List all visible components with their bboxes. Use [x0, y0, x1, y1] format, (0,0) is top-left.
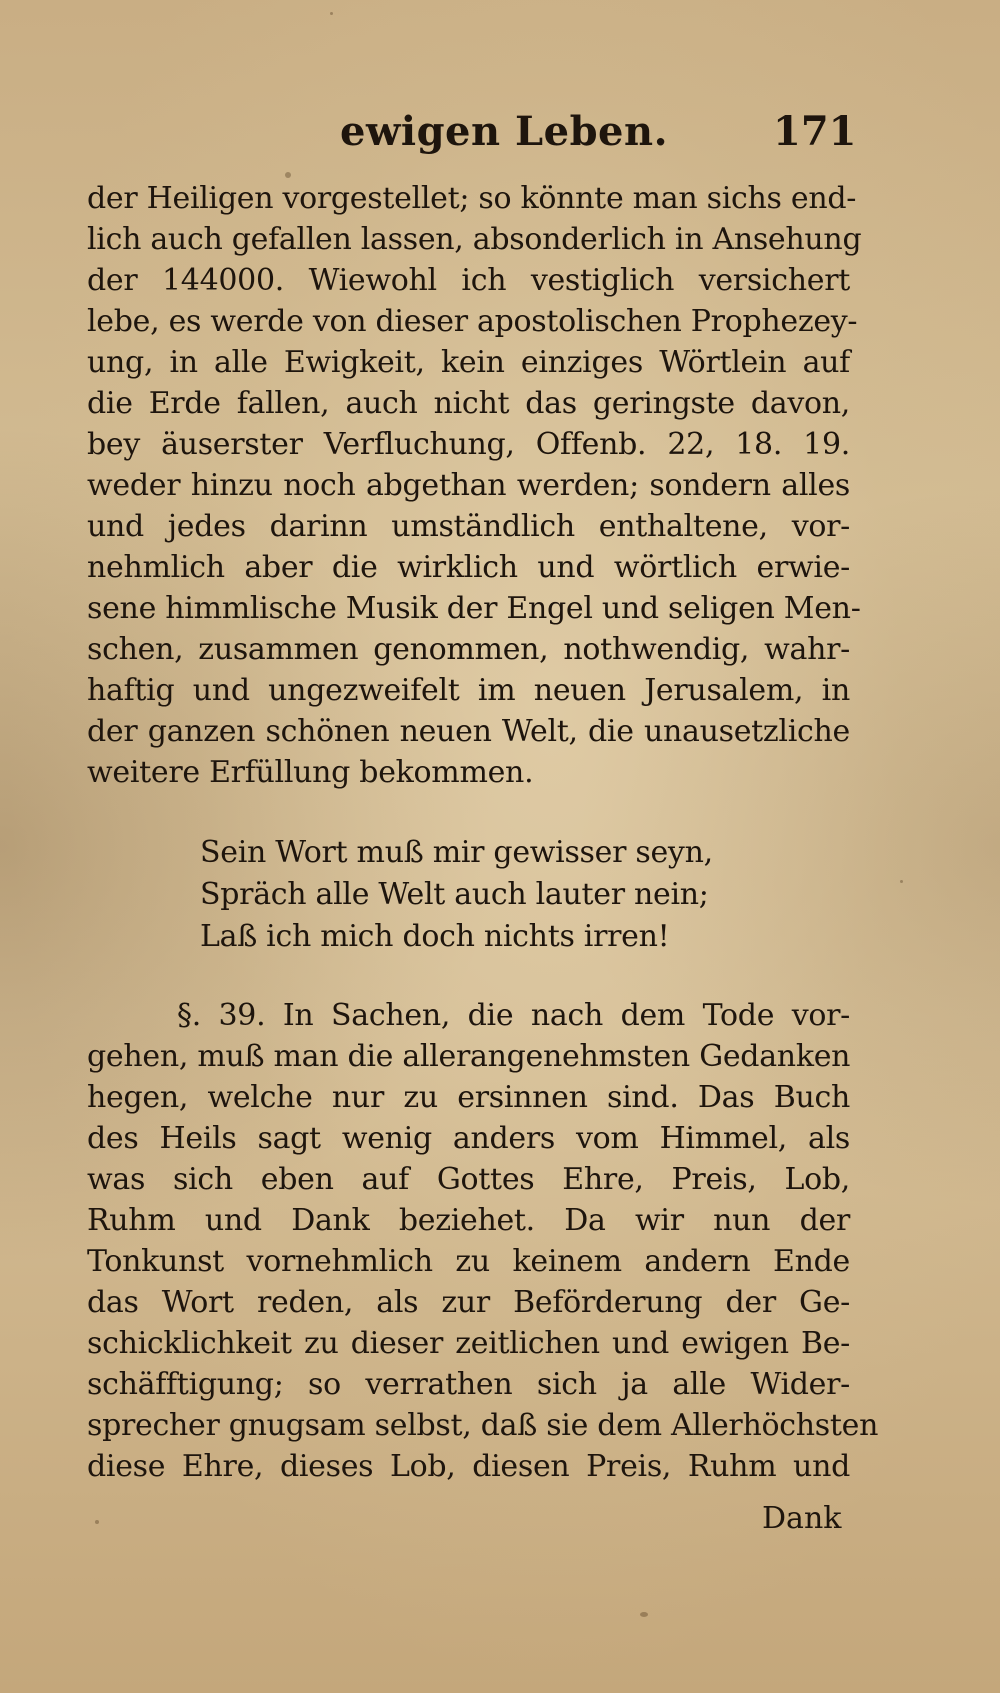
text-line: was sich eben auf Gottes Ehre, Preis, Lob, [87, 1162, 850, 1197]
text-line: schäfftigung; so verrathen sich ja alle Wider- [87, 1367, 850, 1402]
verse-line: Sein Wort muß mir gewisser seyn, [200, 835, 713, 870]
text-line: lebe, es werde von dieser apostolischen Prophezey- [87, 304, 858, 339]
text-line: weitere Erfüllung bekommen. [87, 755, 534, 790]
text-line: der 144000. Wiewohl ich vestiglich versichert [87, 263, 850, 298]
verse-line: Laß ich mich doch nichts irren! [200, 919, 670, 954]
text-line: nehmlich aber die wirklich und wörtlich erwie- [87, 550, 850, 585]
text-line: und jedes darinn umständlich enthaltene, vor- [87, 509, 850, 544]
text-line: Tonkunst vornehmlich zu keinem andern Ende [87, 1244, 850, 1279]
text-line: das Wort reden, als zur Beförderung der Ge- [87, 1285, 850, 1320]
page-number: 171 [773, 108, 857, 155]
text-line: schicklichkeit zu dieser zeitlichen und ewigen Be- [87, 1326, 850, 1361]
text-line: des Heils sagt wenig anders vom Himmel, als [87, 1121, 850, 1156]
text-line: schen, zusammen genommen, nothwendig, wahr- [87, 632, 850, 667]
text-line: die Erde fallen, auch nicht das geringste davon, [87, 386, 850, 421]
paper-speck [95, 1520, 99, 1524]
text-line: Ruhm und Dank beziehet. Da wir nun der [87, 1203, 850, 1238]
text-line: lich auch gefallen lassen, absonderlich in Ansehung [87, 222, 862, 257]
text-line: sprecher gnugsam selbst, daß sie dem Allerhöchsten [87, 1408, 879, 1443]
catchword: Dank [762, 1501, 842, 1536]
paper-speck [900, 880, 903, 883]
text-line: sene himmlische Musik der Engel und seligen Men- [87, 591, 861, 626]
text-line: der ganzen schönen neuen Welt, die unausetzliche [87, 714, 850, 749]
text-line: bey äuserster Verfluchung, Offenb. 22, 18. 19. [87, 427, 850, 462]
verse-line: Spräch alle Welt auch lauter nein; [200, 877, 709, 912]
text-line: gehen, muß man die allerangenehmsten Gedanken [87, 1039, 851, 1074]
text-line: der Heiligen vorgestellet; so könnte man sichs end- [87, 181, 857, 216]
paragraph-continued [87, 178, 862, 793]
text-line: hegen, welche nur zu ersinnen sind. Das Buch [87, 1080, 850, 1115]
page-header [0, 108, 1000, 158]
text-line: weder hinzu noch abgethan werden; sondern alles [87, 468, 850, 503]
text-line: ung, in alle Ewigkeit, kein einziges Wörtlein auf [87, 345, 850, 380]
text-line: diese Ehre, dieses Lob, diesen Preis, Ruhm und [87, 1449, 850, 1484]
paper-speck [330, 12, 333, 15]
paragraph-section-39 [87, 995, 879, 1487]
text-line: §. 39. In Sachen, die nach dem Tode vor- [177, 998, 850, 1033]
paper-speck [640, 1612, 648, 1617]
text-line: haftig und ungezweifelt im neuen Jerusalem, in [87, 673, 850, 708]
hymn-verse [200, 832, 820, 958]
running-head: ewigen Leben. [340, 108, 669, 155]
